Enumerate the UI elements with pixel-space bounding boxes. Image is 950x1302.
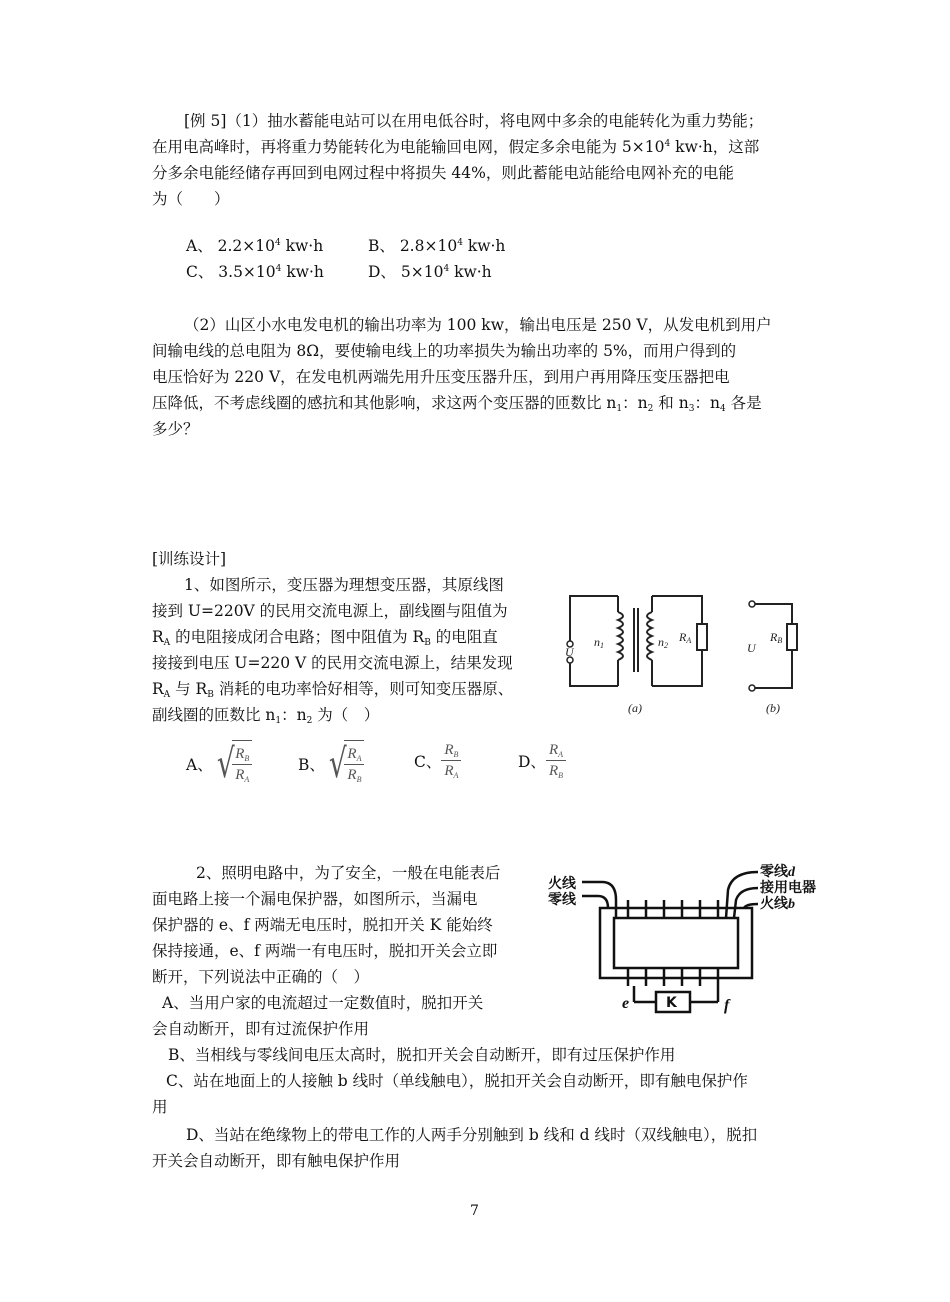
ex5-option-a: A、 $2.2\times 10^4$ kw·h: [186, 237, 324, 255]
neutral-wire-label: 零线: [548, 892, 576, 908]
ex5-line3: 分多余电能经储存再回到电网过程中将损失 44%，则此蓄能电站能给电网补充的电能: [152, 164, 734, 182]
voltage-label-a: U: [565, 645, 574, 659]
caption-a: (a): [628, 701, 642, 715]
q2-option-b: B、当相线与零线间电压太高时，脱扣开关会自动断开，即有过压保护作用: [168, 1046, 676, 1064]
q2-option-a-line1: A、当用户家的电流超过一定数值时，脱扣开关: [162, 994, 484, 1012]
ex5-part2-line5: 多少？: [152, 420, 199, 438]
q1-option-d: D、 $\frac{R_A}{R_B}$: [518, 740, 566, 781]
q2-line5: 断开，下列说法中正确的（ ）: [152, 968, 370, 986]
q2-line4: 保持接通，e、f 两端一有电压时，脱扣开关会立即: [152, 942, 498, 960]
ex5-line2: 在用电高峰时，再将重力势能转化为电能输回电网，假定多余电能为 $5\times 10^4$ kw·h，这部: [152, 138, 760, 156]
fraction: $\frac{R_B}{R_A}$: [232, 744, 252, 785]
leakage-protector-figure: [542, 860, 818, 1020]
ra-label: RA: [679, 630, 692, 645]
q2-option-c-line1: C、站在地面上的人接触 b 线时（单线触电），脱扣开关会自动断开，即有触电保护作: [166, 1072, 748, 1090]
q2-option-d-line1: D、当站在绝缘物上的带电工作的人两手分别触到 b 线和 d 线时（双线触电），脱扣: [186, 1126, 758, 1144]
q1-line6: 副线圈的匝数比 $n_1$：$n_2$ 为（ ）: [152, 706, 380, 726]
fraction: $\frac{R_A}{R_B}$: [344, 744, 364, 785]
ex5-option-c: C、 $3.5\times 10^4$ kw·h: [186, 263, 324, 281]
terminal-f-label: f: [724, 997, 730, 1014]
ex5-line4: 为（ ）: [152, 190, 230, 208]
q2-line3: 保护器的 e、f 两端无电压时，脱扣开关 K 能始终: [152, 916, 493, 934]
appliance-label: 接用电器: [760, 880, 816, 896]
transformer-circuit-figure: [556, 588, 806, 720]
q1-option-c: C、 $\frac{R_B}{R_A}$: [414, 740, 461, 781]
ex5-line1: [例 5]（1）抽水蓄能电站可以在用电低谷时，将电网中多余的电能转化为重力势能；: [184, 112, 764, 130]
n2-label: n2: [658, 635, 668, 650]
q2-option-c-line2: 用: [152, 1098, 168, 1116]
live-wire-label: 火线: [548, 876, 576, 892]
ex5-part2-line3: 电压恰好为 220 V，在发电机两端先用升压变压器升压，到用户再用降压变压器把电: [152, 368, 730, 386]
ex5-part2-line2: 间输电线的总电阻为 8Ω，要使输电线上的功率损失为输出功率的 5%，而用户得到的: [152, 342, 737, 360]
n1-label: n1: [594, 635, 604, 650]
page-number: 7: [470, 1203, 479, 1219]
fraction: $\frac{R_B}{R_A}$: [441, 740, 461, 781]
sqrt-symbol: √ $\frac{R_A}{R_B}$: [325, 740, 365, 788]
q2-line1: 2、照明电路中，为了安全，一般在电能表后: [196, 864, 501, 882]
caption-b: (b): [766, 701, 780, 715]
ex5-part2-line4: 压降低，不考虑线圈的感抗和其他影响，求这两个变压器的匝数比 $n_1$：$n_2$ 和 $n_3$：$n_4$ 各是: [152, 394, 762, 414]
voltage-label-b: U: [747, 641, 756, 655]
terminal-e-label: e: [622, 995, 630, 1012]
ex5-option-d: D、 $5\times 10^4$ kw·h: [368, 263, 492, 281]
q2-option-a-line2: 会自动断开，即有过流保护作用: [152, 1020, 370, 1038]
q2-line2: 面电路上接一个漏电保护器，如图所示，当漏电: [152, 890, 478, 908]
ex5-option-b: B、 $2.8\times 10^4$ kw·h: [368, 237, 506, 255]
ex5-part2-line1: （2）山区小水电发电机的输出功率为 100 kw，输出电压是 250 V，从发电机到用户: [184, 316, 772, 334]
q1-option-b: B、 √ $\frac{R_A}{R_B}$: [298, 740, 364, 788]
q2-option-d-line2: 开关会自动断开，即有触电保护作用: [152, 1152, 401, 1170]
live-b-label: 火线b: [760, 896, 795, 912]
q1-line1: 1、如图所示，变压器为理想变压器，其原线图: [184, 576, 504, 594]
switch-k-label: K: [666, 995, 677, 1011]
q1-line4: 接接到电压 U=220 V 的民用交流电源上，结果发现: [152, 654, 513, 672]
q1-option-a: A、 √ $\frac{R_B}{R_A}$: [186, 740, 252, 788]
fraction: $\frac{R_A}{R_B}$: [546, 740, 566, 781]
q1-line3: $R_A$ 的电阻接成闭合电路；图中阻值为 $R_B$ 的电阻直: [152, 628, 498, 648]
q1-line2: 接到 U=220V 的民用交流电源上，副线圈与阻值为: [152, 602, 508, 620]
sqrt-symbol: √ $\frac{R_B}{R_A}$: [213, 740, 253, 788]
training-heading: [训练设计]: [152, 550, 227, 568]
q1-line5: $R_A$ 与 $R_B$ 消耗的电功率恰好相等，则可知变压器原、: [152, 680, 514, 700]
rb-label: RB: [770, 630, 783, 645]
neutral-d-label: 零线d: [760, 864, 795, 880]
